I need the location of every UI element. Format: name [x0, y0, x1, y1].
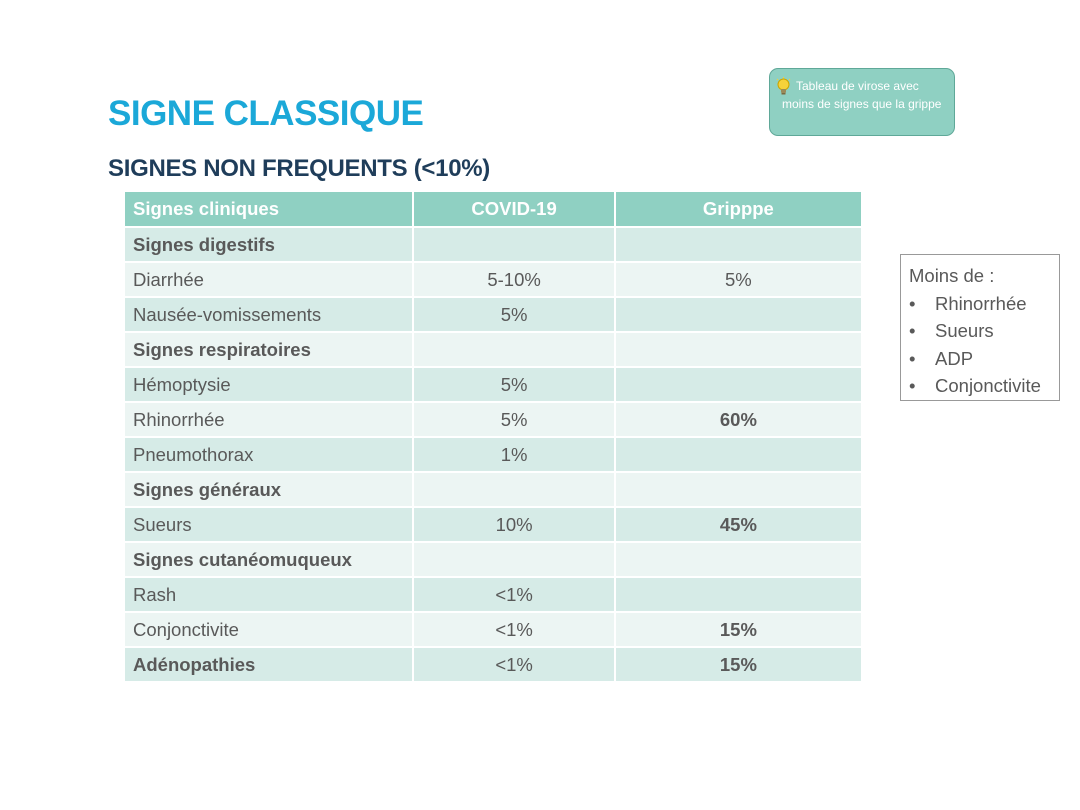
table-row	[124, 472, 862, 507]
cell-sign: Hémoptysie	[124, 367, 413, 402]
cell-sign: Nausée-vomissements	[124, 297, 413, 332]
cell-sign: Rash	[124, 577, 413, 612]
cell-sign: Signes généraux	[124, 472, 413, 507]
cell-grippe	[615, 437, 862, 472]
table-row	[124, 647, 862, 682]
cell-grippe	[615, 577, 862, 612]
cell-grippe	[615, 472, 862, 507]
cell-covid: 5%	[413, 297, 614, 332]
cell-covid	[413, 332, 614, 367]
table-row	[124, 402, 862, 437]
cell-sign: Rhinorrhée	[124, 402, 413, 437]
table-row	[124, 227, 862, 262]
cell-grippe: 45%	[615, 507, 862, 542]
cell-sign: Pneumothorax	[124, 437, 413, 472]
list-item: • ADP	[909, 345, 1059, 373]
cell-grippe	[615, 227, 862, 262]
note-text: Tableau de virose avec moins de signes que la grippe	[782, 79, 942, 111]
cell-covid: <1%	[413, 577, 614, 612]
list-item: • Sueurs	[909, 317, 1059, 345]
cell-covid: 5%	[413, 402, 614, 437]
sidebox-heading: Moins de :	[909, 265, 995, 286]
cell-grippe	[615, 367, 862, 402]
cell-sign: Diarrhée	[124, 262, 413, 297]
note-callout	[769, 68, 955, 136]
list-item: • Conjonctivite	[909, 372, 1059, 400]
slide-title: SIGNE CLASSIQUE	[108, 94, 424, 133]
header-covid: COVID-19	[413, 191, 614, 227]
table-row	[124, 437, 862, 472]
sidebox-list	[909, 290, 1059, 400]
cell-grippe	[615, 542, 862, 577]
signs-table	[123, 190, 863, 683]
cell-covid	[413, 472, 614, 507]
cell-sign: Sueurs	[124, 507, 413, 542]
cell-covid	[413, 542, 614, 577]
cell-covid: <1%	[413, 612, 614, 647]
table-row	[124, 367, 862, 402]
cell-sign: Signes respiratoires	[124, 332, 413, 367]
sidebox	[900, 254, 1060, 401]
header-signes-cliniques: Signes cliniques	[124, 191, 413, 227]
cell-covid: 5-10%	[413, 262, 614, 297]
lightbulb-icon	[776, 77, 791, 97]
cell-covid	[413, 227, 614, 262]
header-grippe: Gripppe	[615, 191, 862, 227]
cell-grippe	[615, 332, 862, 367]
table-row	[124, 612, 862, 647]
table-row	[124, 297, 862, 332]
cell-grippe: 60%	[615, 402, 862, 437]
cell-sign: Conjonctivite	[124, 612, 413, 647]
table-row	[124, 542, 862, 577]
cell-grippe	[615, 297, 862, 332]
cell-grippe: 5%	[615, 262, 862, 297]
cell-covid: 1%	[413, 437, 614, 472]
cell-sign: Signes digestifs	[124, 227, 413, 262]
cell-covid: <1%	[413, 647, 614, 682]
cell-grippe: 15%	[615, 647, 862, 682]
table-row	[124, 507, 862, 542]
slide-subtitle: SIGNES NON FREQUENTS (<10%)	[108, 155, 490, 182]
table-header-row	[124, 191, 862, 227]
table-row	[124, 262, 862, 297]
list-item: • Rhinorrhée	[909, 290, 1059, 318]
cell-covid: 10%	[413, 507, 614, 542]
cell-sign: Adénopathies	[124, 647, 413, 682]
table-row	[124, 332, 862, 367]
cell-grippe: 15%	[615, 612, 862, 647]
cell-covid: 5%	[413, 367, 614, 402]
table-row	[124, 577, 862, 612]
table-body	[124, 227, 862, 682]
cell-sign: Signes cutanéomuqueux	[124, 542, 413, 577]
